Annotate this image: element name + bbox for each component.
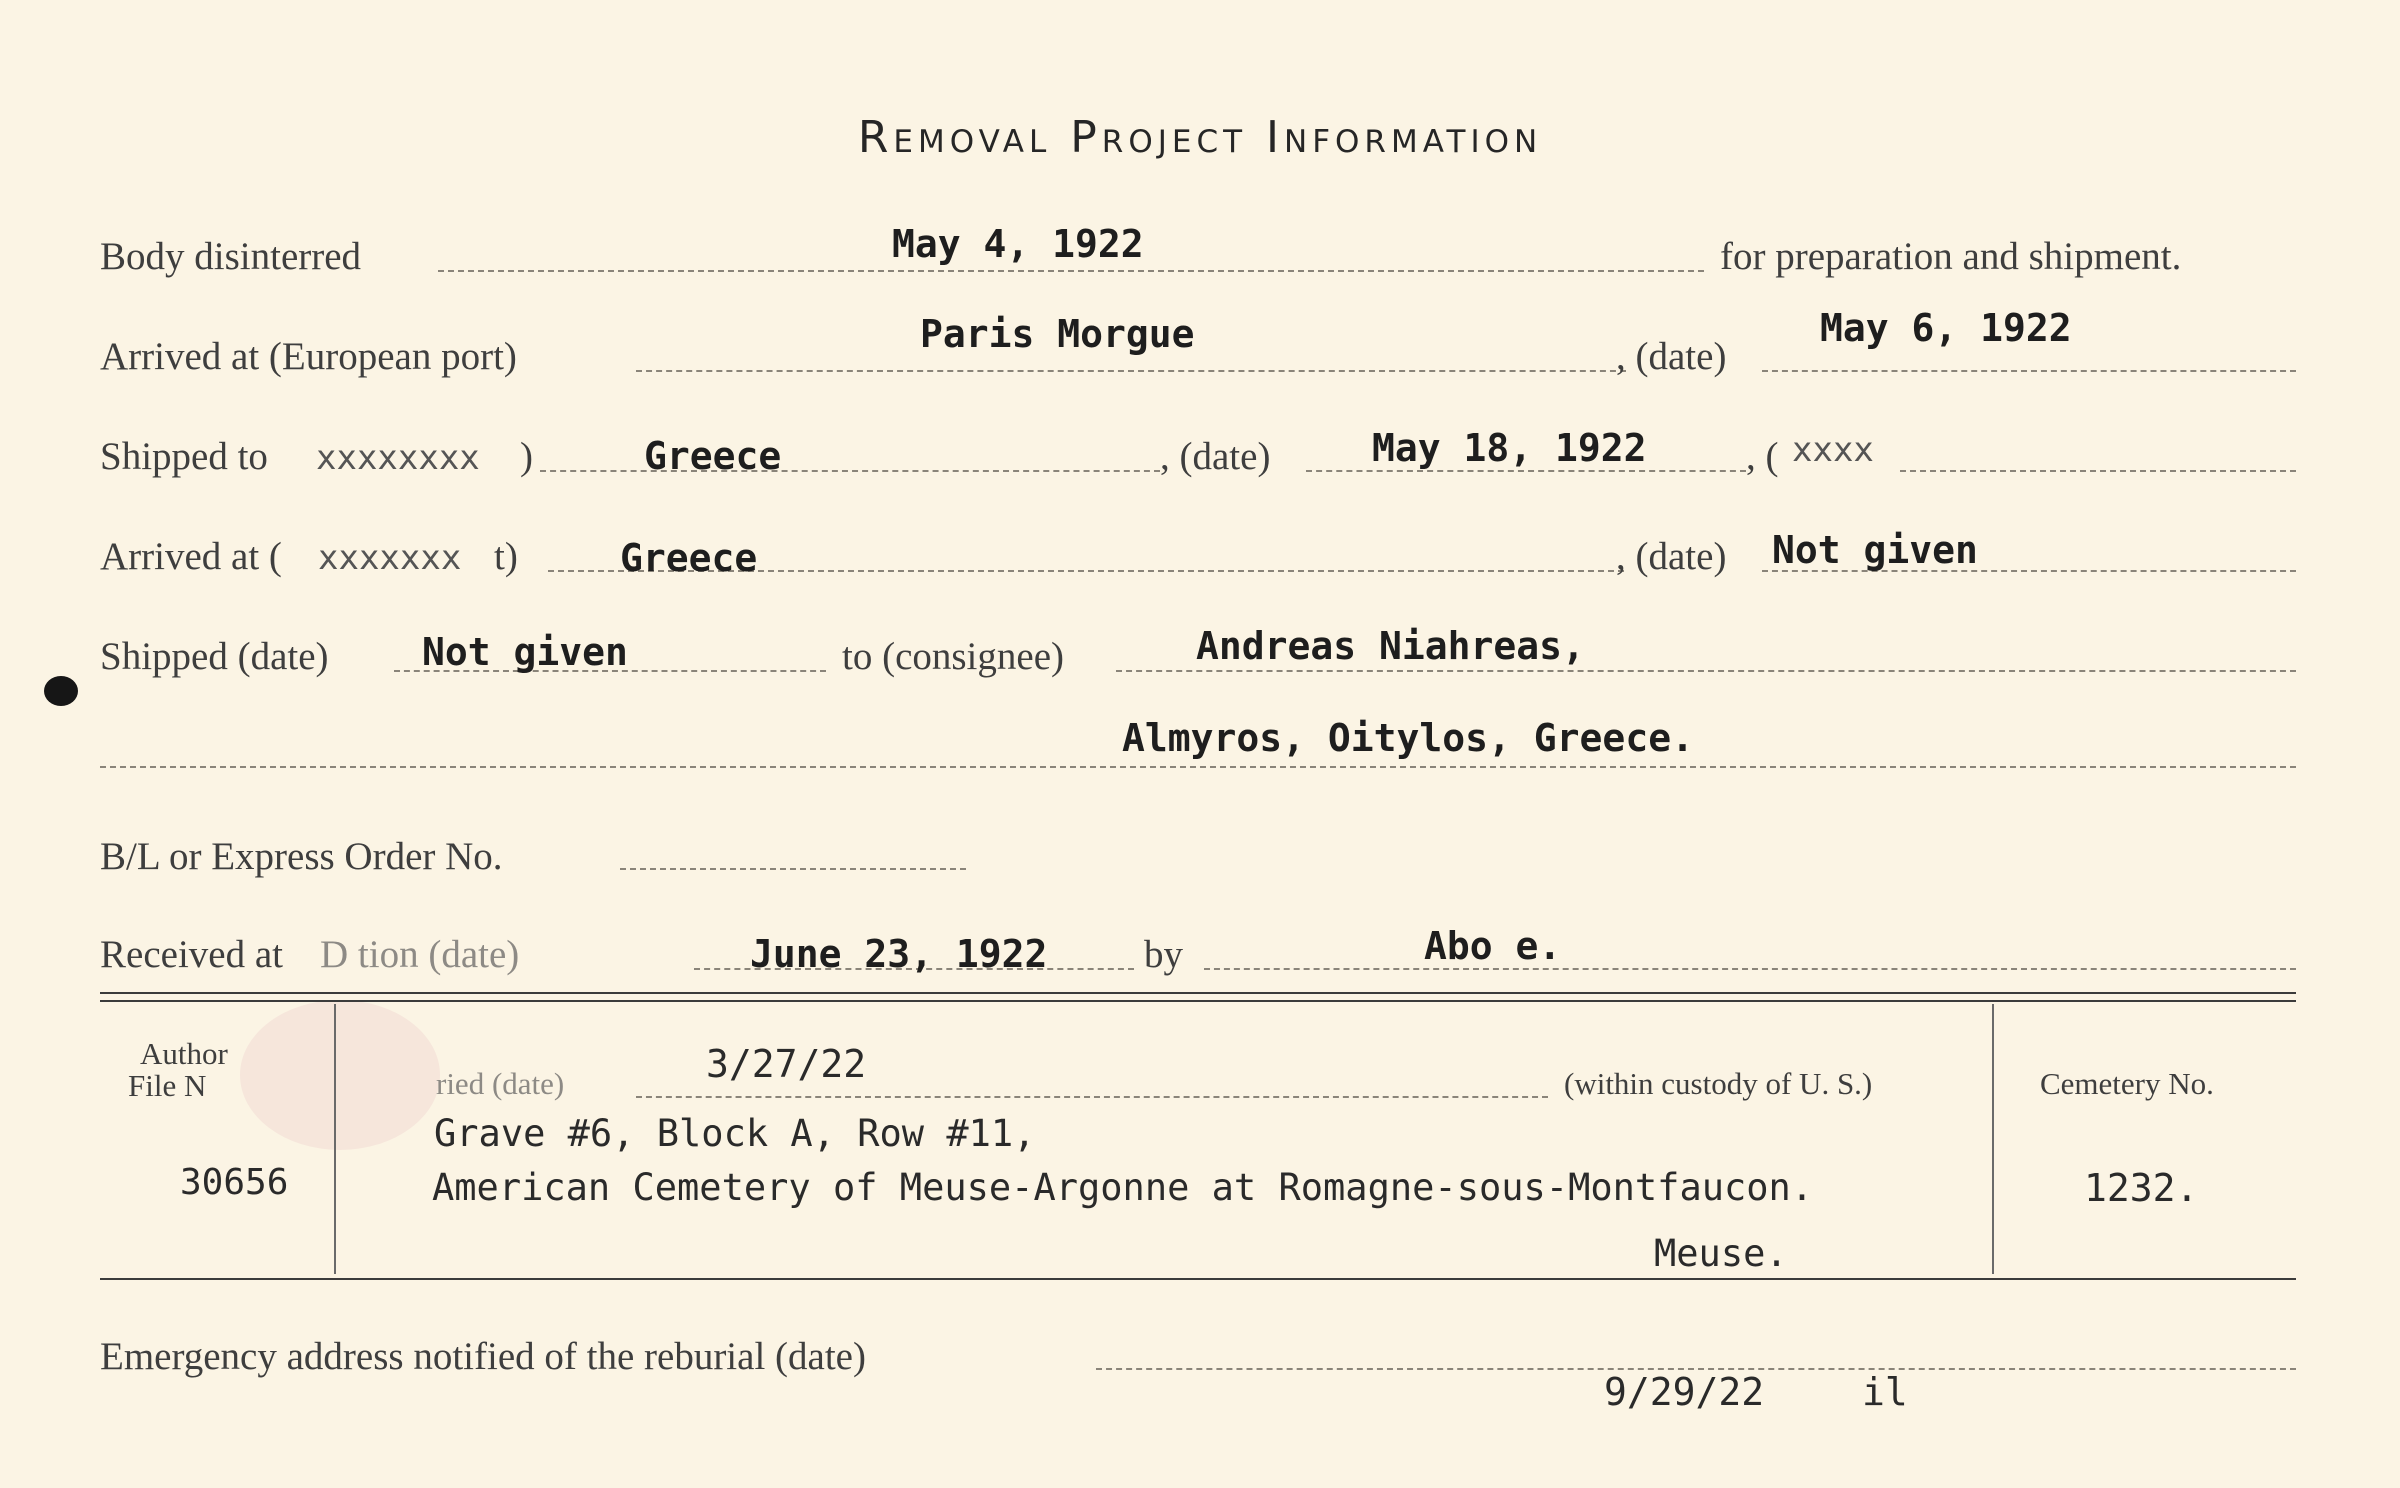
arrived-european-line (636, 370, 1626, 372)
shipped-to-boat-struck: xxxx (1792, 430, 1874, 470)
arrived-at-destination: Greece (620, 536, 758, 580)
arrived-at-label: Arrived at ( (100, 535, 282, 578)
cemetery-location: American Cemetery of Meuse-Argonne at Romagne-sous-Montfaucon. (432, 1166, 1814, 1209)
bl-line (620, 868, 966, 870)
burial-box-top-rule-inner (100, 1000, 2296, 1002)
received-by-line (1204, 968, 2296, 970)
arrived-at-date: Not given (1772, 528, 1978, 572)
consignee-address-line (100, 766, 2296, 768)
emergency-label: Emergency address notified of the reburial (date) (100, 1335, 866, 1378)
disinterred-date: May 4, 1922 (892, 222, 1144, 266)
received-by-label: by (1144, 933, 1183, 976)
shipped-to-label: Shipped to (100, 435, 268, 478)
received-label-faded: D tion (date) (320, 933, 520, 976)
arrived-at-label-close: t) (494, 535, 518, 578)
consignee-line (1116, 670, 2296, 672)
burial-box-divider-left (334, 1004, 336, 1274)
shipped-to-label-close: ) (520, 435, 533, 478)
authority-label: Author (140, 1036, 228, 1071)
shipped-to-date-label: , (date) (1160, 435, 1271, 478)
burial-box-bottom-rule (100, 1278, 2296, 1280)
arrived-at-struck-text: xxxxxxx (318, 538, 462, 578)
disinterred-line (438, 270, 1704, 272)
cemetery-number-label: Cemetery No. (2040, 1066, 2214, 1101)
arrived-european-label: Arrived at (European port) (100, 335, 517, 378)
disinterred-label: Body disinterred (100, 235, 362, 278)
received-label: Received at (100, 933, 283, 976)
shipped-to-date: May 18, 1922 (1372, 426, 1647, 470)
consignee-address: Almyros, Oitylos, Greece. (1122, 716, 1694, 760)
emergency-initials: il (1862, 1370, 1908, 1414)
burial-box-top-rule (100, 992, 2296, 994)
bl-label: B/L or Express Order No. (100, 835, 503, 878)
reburied-label: ried (date) (436, 1066, 565, 1101)
received-date: June 23, 1922 (750, 932, 1048, 976)
arrived-european-date-label: , (date) (1616, 335, 1727, 378)
shipped-date-label: Shipped (date) (100, 635, 329, 678)
file-number-label: File N (128, 1068, 207, 1103)
consignee-name: Andreas Niahreas, (1196, 624, 1585, 668)
received-by: Abo e. (1424, 924, 1562, 968)
arrived-european-place: Paris Morgue (920, 312, 1195, 356)
file-number: 30656 (180, 1162, 289, 1203)
consignee-label: to (consignee) (842, 635, 1065, 678)
shipped-to-date-line (1306, 470, 1746, 472)
arrived-at-date-label: , (date) (1616, 535, 1727, 578)
shipped-to-struck-text: xxxxxxxx (316, 438, 480, 478)
arrived-european-date: May 6, 1922 (1820, 306, 2072, 350)
shipped-to-destination: Greece (644, 434, 782, 478)
reburied-date: 3/27/22 (706, 1042, 867, 1086)
faded-stamp (240, 1000, 440, 1150)
cemetery-number: 1232. (2084, 1166, 2199, 1210)
shipped-to-boat-line (1900, 470, 2296, 472)
burial-box-divider-right (1992, 1004, 1994, 1274)
shipped-to-line (540, 470, 1160, 472)
shipped-to-boat-label: , ( (1746, 435, 1779, 478)
disinterred-suffix: for preparation and shipment. (1720, 235, 2182, 278)
grave-location: Grave #6, Block A, Row #11, (434, 1112, 1036, 1155)
reburied-line (636, 1096, 1548, 1098)
shipped-date-value: Not given (422, 630, 628, 674)
ink-blot (44, 676, 78, 706)
arrived-european-date-line (1762, 370, 2296, 372)
cemetery-region: Meuse. (1654, 1232, 1788, 1275)
emergency-date: 9/29/22 (1604, 1370, 1765, 1414)
custody-note: (within custody of U. S.) (1564, 1066, 1873, 1101)
card-title: Removal Project Information (857, 112, 1543, 163)
